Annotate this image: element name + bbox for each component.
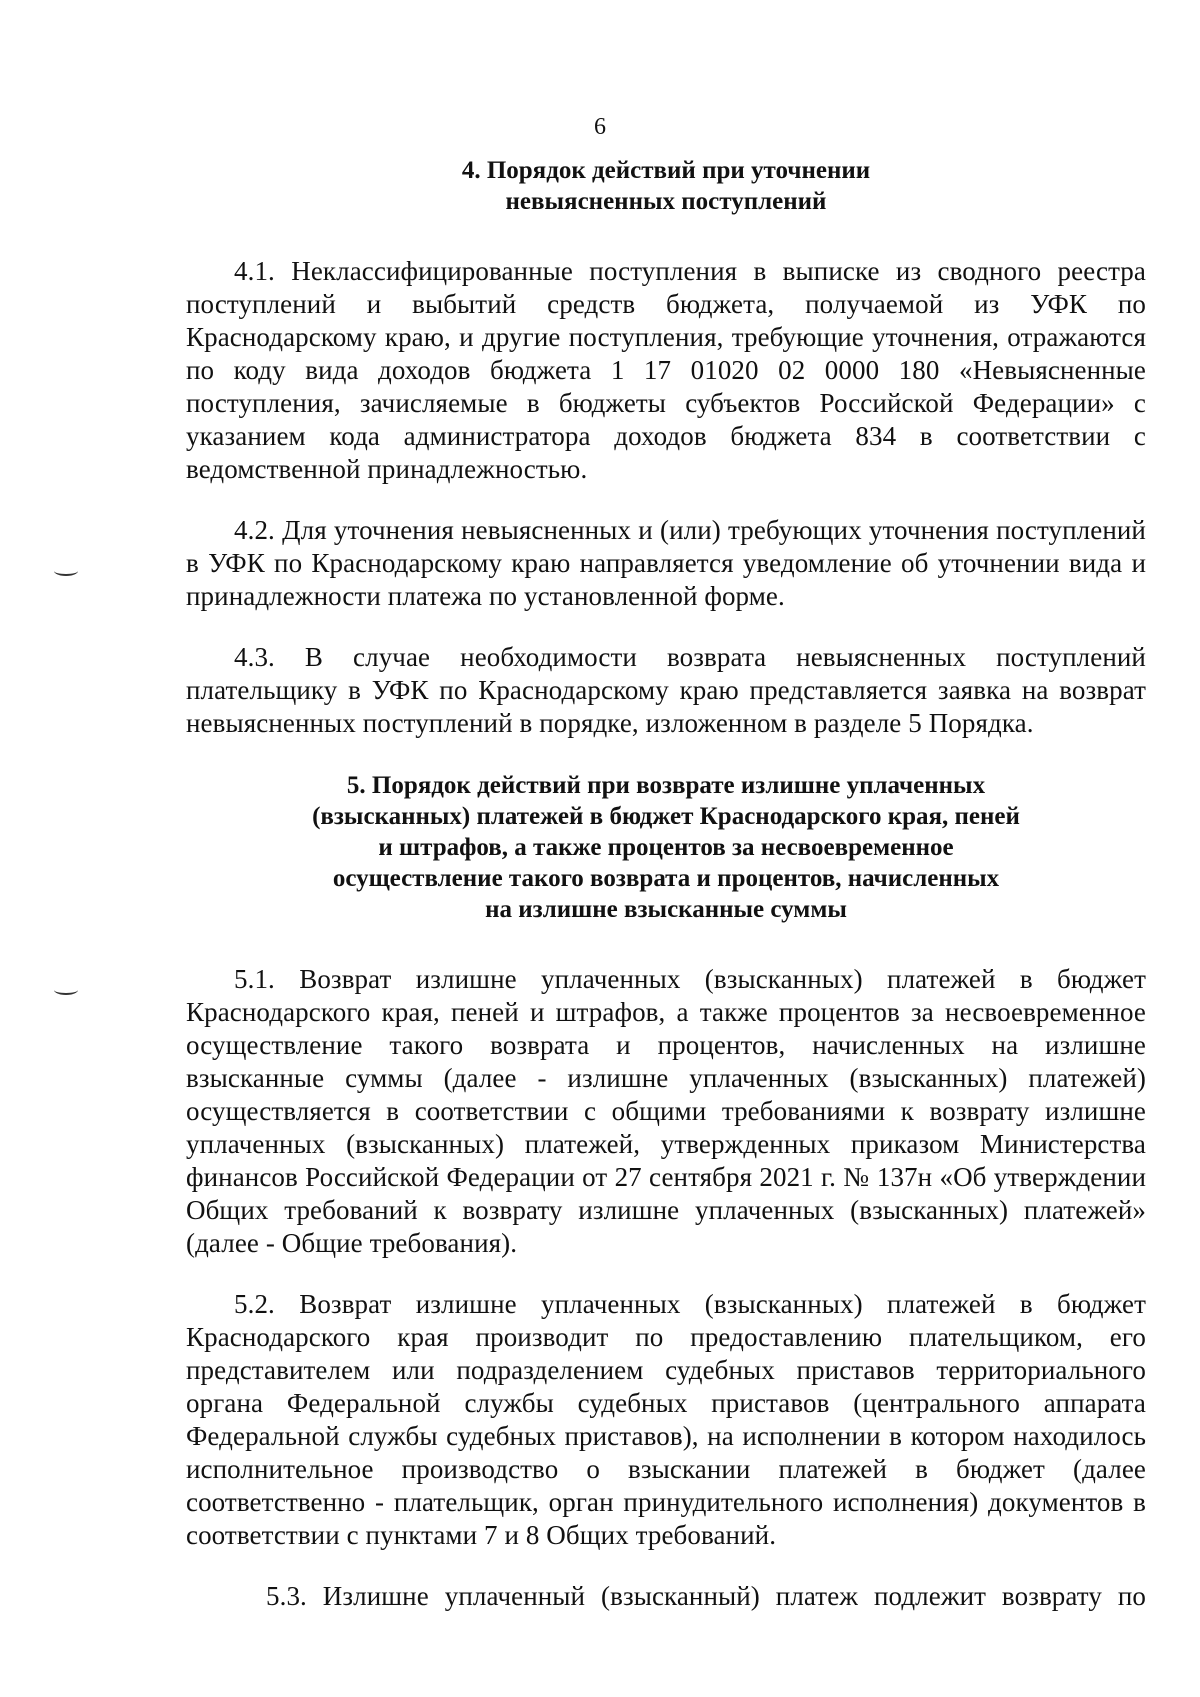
section-title-line: 5. Порядок действий при возврате излишне уплаченных <box>346 772 986 799</box>
paragraph-4-2: 4.2. Для уточнения невыясненных и (или) требующих уточнения поступлений в УФК по Краснодарскому краю направляется уведомление об уточнении вида и принадлежности платежа по установленной форме. <box>186 515 1146 611</box>
section-title-line: невыясненных поступлений <box>505 188 827 215</box>
section-5-title <box>186 770 1146 925</box>
paragraph-5-2: 5.2. Возврат излишне уплаченных (взысканных) платежей в бюджет Краснодарского края производит по предоставлению плательщиком, его представителем или подразделением судебных приставов территориального органа Федеральной службы судебных приставов (центрального аппарата Федеральной службы судебных приставов), на исполнении в котором находилось исполнительное производство о взыскании платежей в бюджет (далее соответственно - плательщик, орган принудительного исполнения) документов в соответствии с пунктами 7 и 8 Общих требований. <box>186 1289 1146 1550</box>
section-title-line: (взысканных) платежей в бюджет Краснодарского края, пеней <box>312 803 1020 830</box>
section-title-line: осуществление такого возврата и процентов, начисленных <box>332 865 1000 892</box>
paragraph-5-3: 5.3. Излишне уплаченный (взысканный) платеж подлежит возврату по <box>266 1581 1146 1611</box>
paragraph-4-1: 4.1. Неклассифицированные поступления в выписке из сводного реестра поступлений и выбытий средств бюджета, получаемой из УФК по Краснодарскому краю, и другие поступления, требующие уточнения, отражаются по коду вида доходов бюджета 1 17 01020 02 0000 180 «Невыясненные поступления, зачисляемые в бюджеты субъектов Российской Федерации» с указанием кода администратора доходов бюджета 834 в соответствии с ведомственной принадлежностью. <box>186 256 1146 484</box>
page-number: 6 <box>594 114 606 140</box>
paragraph-5-1: 5.1. Возврат излишне уплаченных (взысканных) платежей в бюджет Краснодарского края, пеней и штрафов, а также процентов за несвоевременное осуществление такого возврата и процентов, начисленных на излишне взысканные суммы (далее - излишне уплаченных (взысканных) платежей) осуществляется в соответствии с общими требованиями к возврату излишне уплаченных (взысканных) платежей, утвержденных приказом Министерства финансов Российской Федерации от 27 сентября 2021 г. № 137н «Об утверждении Общих требований к возврату излишне уплаченных (взысканных) платежей» (далее - Общие требования). <box>186 964 1146 1258</box>
section-title-line: 4. Порядок действий при уточнении <box>461 157 871 184</box>
document-body <box>186 155 1146 1613</box>
section-title-line: и штрафов, а также процентов за несвоевременное <box>378 834 954 861</box>
paragraph-4-3: 4.3. В случае необходимости возврата невыясненных поступлений плательщику в УФК по Краснодарскому краю представляется заявка на возврат невыясненных поступлений в порядке, изложенном в разделе 5 Порядка. <box>186 642 1146 738</box>
section-title-line: на излишне взысканные суммы <box>485 896 847 923</box>
margin-mark <box>54 566 78 576</box>
section-4-title <box>186 155 1146 217</box>
margin-mark <box>54 985 78 995</box>
